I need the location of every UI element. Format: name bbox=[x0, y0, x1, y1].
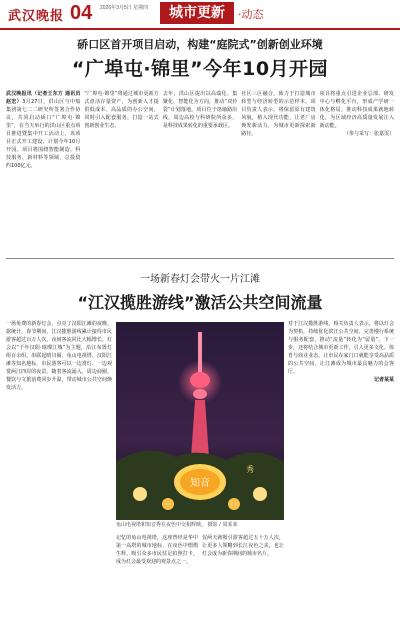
story2-text: 对于江汉揽胜游线，相关负责人表示，将以灯会为契机，持续优化滨江公共空间，完善慢行系统与服务配套，推动“流量”转化为“留量”。下一步，还将结合城市更新工作，引入更多文化、体育与商业业态，让市民在家门口就能享受高品质的公共空间，让江滩成为城市最具魅力的会客厅。 bbox=[288, 321, 394, 375]
story2-middle bbox=[116, 534, 284, 620]
photo-illustration bbox=[116, 322, 284, 520]
section-tab: 城市更新 bbox=[160, 2, 234, 24]
story1-column bbox=[163, 90, 237, 248]
lantern-icon bbox=[253, 487, 267, 501]
story-divider bbox=[6, 258, 394, 259]
lantern-sign-text: 知音 bbox=[190, 478, 210, 489]
story1-text: “广埠屯·锦里”将通过城市更新方式盘活存量资产，为创新人才提供低成本、高品质的办公空间，同时引入配套服务，打造一站式创新创业生态。 bbox=[84, 91, 159, 129]
story1-subtitle: 硚口区首开项目启动，构建“庭院式”创新创业环境 bbox=[77, 38, 323, 51]
photo-caption: 龟山电视塔和知音秀在夜色中交相辉映。 摄影 / 周某某 bbox=[116, 522, 238, 528]
story1-column bbox=[241, 90, 315, 248]
story1-signature: （参与采写：张嘉雯） bbox=[344, 131, 395, 137]
tv-tower-night-photo bbox=[116, 322, 284, 520]
story1-title: “广埠屯·锦里”今年10月开园 bbox=[71, 58, 329, 80]
story1-column bbox=[320, 90, 394, 248]
masthead-rule bbox=[0, 28, 400, 30]
story2-right-column bbox=[288, 320, 394, 620]
lantern-icon bbox=[228, 498, 240, 510]
story2-column: 仅两天就吸引游客超过五十万人次，让更多人领略到长江夜色之美，也让灯会成为新春期间的城市名片。 bbox=[202, 535, 284, 557]
story1-text: 项目将重点引进企业总部、研发中心与孵化平台，形成产学研一体化格局，推动科技成果就地转化，为区域经济高质量发展注入新动能。 bbox=[319, 91, 395, 129]
story1-column bbox=[84, 90, 158, 248]
story1-text: 3月27日，洪山区与中船集团第七二二研究所签署合作协议，共同启动硚口“广埠屯·锦里”，在当天举行的洪山区重点项目推进暨集中开工活动上，该项目正式开工建设，计划今年10月开园。项目将围绕智能制造、科技服务、新材料等领域，总投资约100亿元。 bbox=[6, 99, 81, 169]
story2-title: “江汉揽胜游线”激活公共空间流量 bbox=[77, 293, 323, 312]
story1-column bbox=[6, 90, 80, 248]
lantern-icon bbox=[162, 498, 174, 510]
date-line: 2026年3月5日 星期四 bbox=[100, 5, 149, 11]
page-number: 04 bbox=[70, 2, 93, 24]
story1-text: 去年，洪山区提出以高端化、集聚化、智能化为方向，推动“双拎袋”计划落地。项目位于珞瑜路沿线，周边高校与科研院所众多，是科技成果转化的重要承载区。 bbox=[162, 91, 238, 129]
story2-reporter: 记者某某 bbox=[373, 377, 394, 383]
brand-name: 武汉晚报 bbox=[8, 9, 65, 24]
side-sign-text: 秀 bbox=[246, 465, 254, 474]
story2-left-column: 一场免费的新春灯会，点亮了汉阳江滩的夜晚。据统计，春节期间，江汉揽胜游线累计接待市民游客超过百万人次，夜间客流同比大幅增长。灯会以“千年汉阳·璀璨江城”为主题，沿江布置灯组百余组，串联起晴川阁、龟山电视塔、汉阳江滩等知名地标，市民游客可以一边赏灯、一边观赏两江四岸的夜景。随着客流涌入，周边商圈、餐饮与文旅消费同步升温，带动城市公共空间焕发活力。 bbox=[6, 321, 112, 391]
story2-kicker: 一场新春灯会带火一片江滩 bbox=[140, 274, 260, 285]
lantern-sign-icon bbox=[174, 464, 226, 500]
story1-body bbox=[6, 90, 394, 248]
story1-text: 社区三区融合，致力于打造城市转型与经济转型的示范样本。项目负责人表示，将保留原有建筑风貌，植入现代功能，让老厂房焕发新活力，为城市更新探索新路径。 bbox=[241, 91, 316, 137]
lantern-icon bbox=[133, 487, 147, 501]
story1-lead: 武汉晚报讯（记者王东方 通讯员赵宏） bbox=[6, 91, 81, 105]
story2-column: 记忆的龟山电视塔，这座曾经是华中第一高塔的城市地标，在夜色中熠熠生辉，吸引众多市民驻足拍照打卡，成为灯会最受欢迎的观景点之一。 bbox=[116, 535, 198, 565]
section-subtitle: ·动态 bbox=[238, 8, 264, 21]
masthead bbox=[0, 0, 400, 30]
